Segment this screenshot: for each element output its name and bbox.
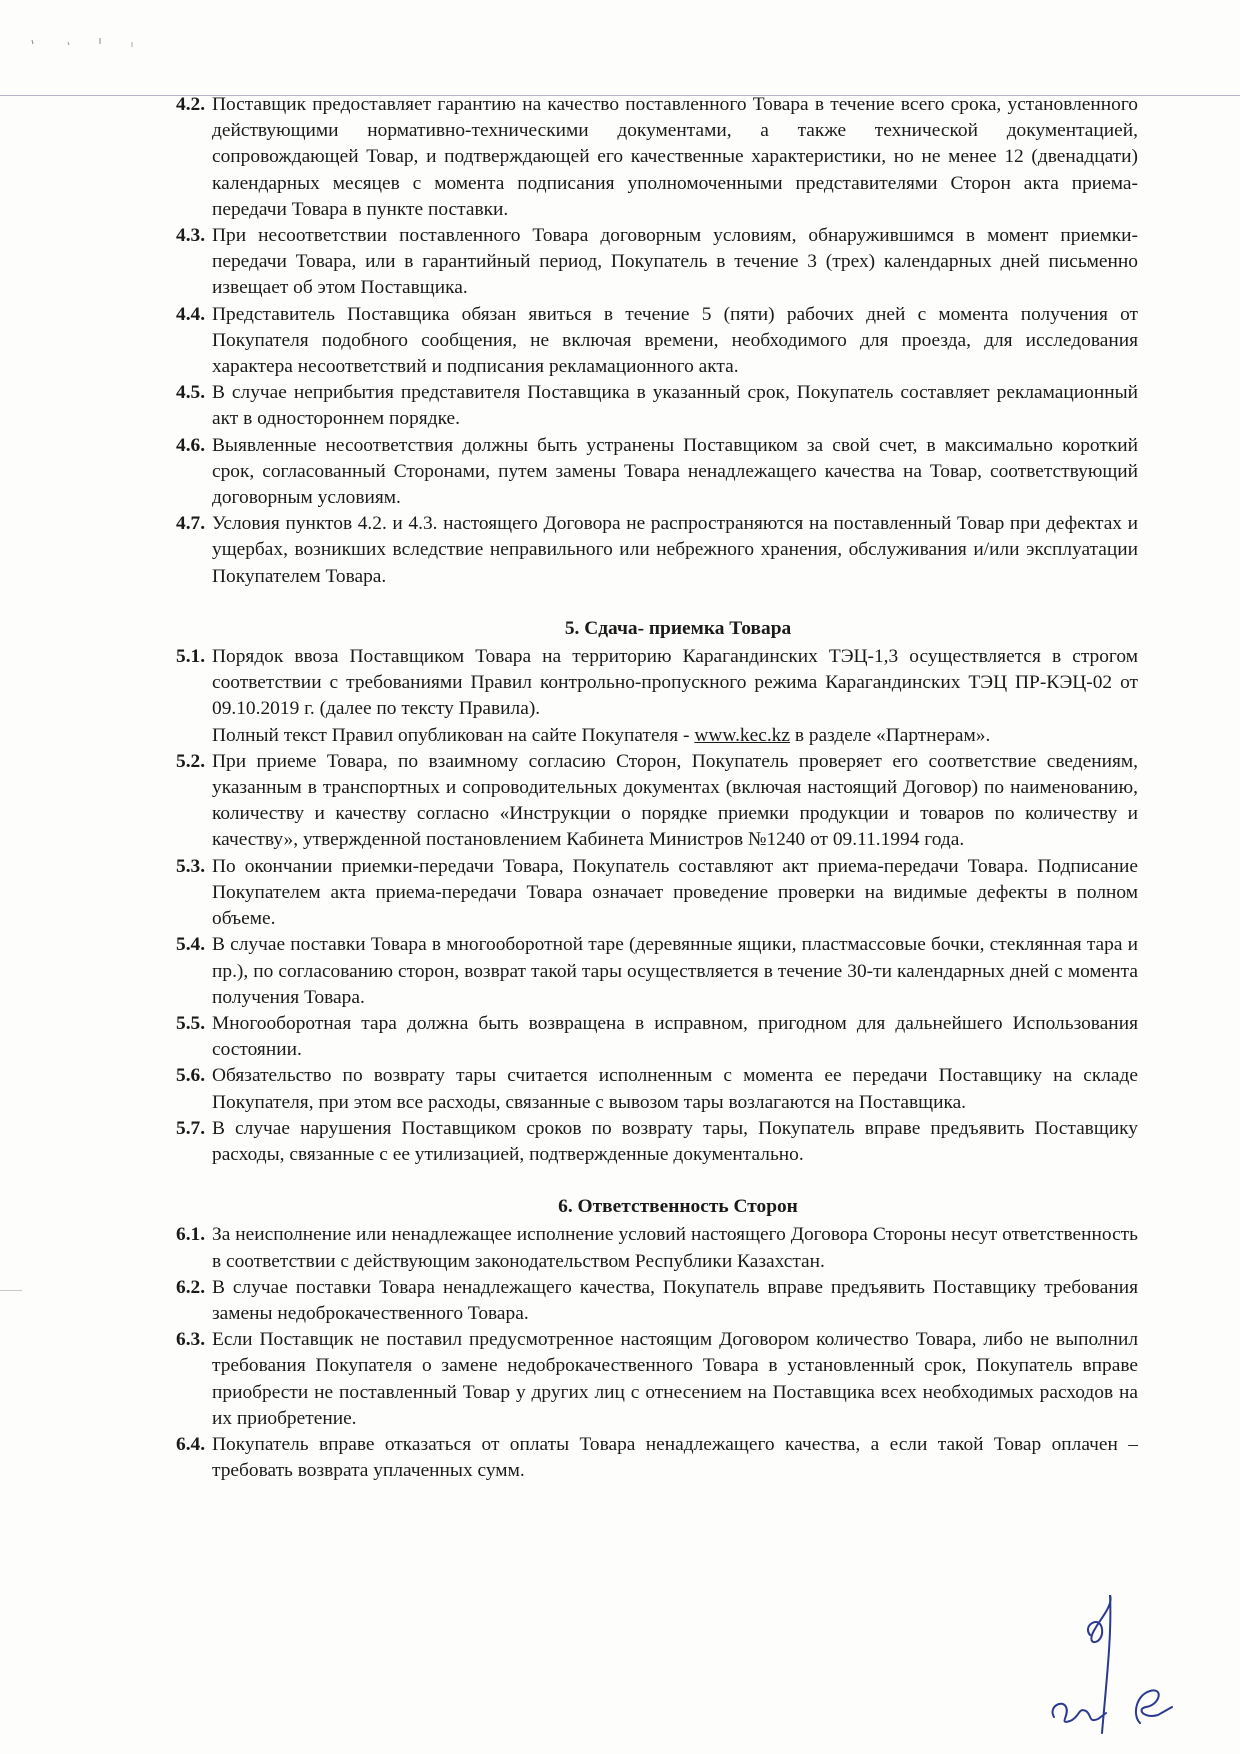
clause-number: 4.5. [176,382,206,404]
clause-number: 6.4. [176,1433,206,1455]
clause-text: Многооборотная тара должна быть возвращена в исправном, пригодном для дальнейшего Использования состоянии. [212,1012,1138,1061]
scan-marks [28,30,148,50]
section-5-clauses [178,644,1138,1168]
section-5-title: 5. Сдача- приемка Товара [564,617,792,639]
website-link[interactable]: www.kec.kz [694,724,790,746]
clause-5-4 [178,932,1138,1011]
clause-4-4 [178,302,1138,381]
clause-5-2 [178,749,1138,854]
clause-text: При приеме Товара, по взаимному согласию Сторон, Покупатель проверяет его соответствие сведениям, указанным в транспортных и сопроводительных документах (включая настоящий Договор) по наименованию, количеству и качеству согласно «Инструкции о порядке приемки продукции и товаров по количеству и качеству», утвержденной постановлением Кабинета Министров №1240 от 09.11.1994 года. [212,750,1138,851]
clause-number: 4.4. [176,303,206,325]
clause-text: За неисполнение или ненадлежащее исполнение условий настоящего Договора Стороны несут ответственность в соответствии с действующим законодательством Республики Казахстан. [212,1224,1138,1272]
clause-number: 5.7. [176,1117,206,1139]
clause-text: По окончании приемки-передачи Товара, Покупатель составляют акт приема-передачи Товара. Подписание Покупателем акта приема-передачи Товара означает проведение проверки на видимые дефекты в полном объеме. [212,855,1138,930]
clause-5-5 [178,1011,1138,1063]
section-4-clauses [178,92,1138,590]
rules-note: Полный текст Правил опубликован на сайте Покупателя - [212,724,695,746]
clause-text: В случае нарушения Поставщиком сроков по возврату тары, Покупатель вправе предъявить Поставщику расходы, связанные с ее утилизацией, подтвержденные документально. [212,1117,1138,1165]
clause-5-1 [178,644,1138,749]
clause-number: 5.1. [176,646,206,668]
clause-number: 6.2. [176,1276,206,1298]
section-6-clauses [178,1222,1138,1484]
clause-number: 6.3. [176,1329,206,1351]
handwritten-signature [1040,1595,1190,1735]
clause-4-3 [178,223,1138,302]
clause-5-6 [178,1063,1138,1115]
clause-number: 4.6. [176,434,206,456]
clause-6-4 [178,1432,1138,1484]
clause-number: 5.5. [176,1012,206,1034]
clause-text: Поставщик предоставляет гарантию на качество поставленного Товара в течение всего срока, установленного действующими нормативно-техническими документами, а также технической документацией, сопровождающей Товар, и подтверждающей его качественные характеристики, но не менее 12 (двенадцати) календарных месяцев с момента подписания уполномоченными представителями Сторон акта приема-передачи Товара в пункте поставки. [212,94,1138,220]
clause-6-3 [178,1327,1138,1432]
clause-number: 5.4. [176,934,206,956]
clause-text: Обязательство по возврату тары считается исполненным с момента ее передачи Поставщику на складе Покупателя, при этом все расходы, связанные с вывозом тары возлагаются на Поставщика. [212,1065,1138,1113]
clause-text: Если Поставщик не поставил предусмотренное настоящим Договором количество Товара, либо не выполнил требования Покупателя о замене недоброкачественного Товара в установленный срок, Покупатель вправе приобрести не поставленный Товар у других лиц с отнесением на Поставщика всех необходимых расходов на их приобретение. [212,1329,1138,1429]
clause-5-3 [178,854,1138,933]
clause-6-1 [178,1222,1138,1274]
clause-text: Покупатель вправе отказаться от оплаты Товара ненадлежащего качества, а если такой Товар оплачен – требовать возврата уплаченных сумм. [212,1433,1138,1482]
clause-number: 6.1. [176,1224,206,1246]
clause-text: Выявленные несоответствия должны быть устранены Поставщиком за свой счет, в максимально короткий срок, согласованный Сторонами, путем замены Товара ненадлежащего качества на Товар, соответствующий договорным условиям. [212,434,1138,509]
clause-4-2 [178,92,1138,223]
clause-4-7 [178,511,1138,590]
clause-text: Порядок ввоза Поставщиком Товара на территорию Карагандинских ТЭЦ-1,3 осуществляется в строгом соответствии с требованиями Правил контрольно-пропускного режима Карагандинских ТЭЦ ПР-КЭЦ-02 от 09.10.2019 г. (далее по тексту Правила). [212,646,1138,720]
section-6-title: 6. Ответственность Сторон [558,1196,798,1218]
margin-mark [0,1290,22,1291]
clause-4-5 [178,380,1138,432]
document-body [178,92,1138,1484]
clause-text: При несоответствии поставленного Товара договорным условиям, обнаружившимся в момент приемки-передачи Товара, или в гарантийный период, Покупатель в течение 3 (трех) календарных дней письменно извещает об этом Поставщика. [212,225,1138,299]
clause-number: 4.7. [176,513,206,535]
clause-number: 5.3. [176,855,206,877]
clause-text: Условия пунктов 4.2. и 4.3. настоящего Договора не распространяются на поставленный Товар при дефектах и ущербах, возникших вследствие неправильного или небрежного хранения, обслуживания и/или эксплуатации Покупателем Товара. [212,513,1138,587]
rules-note-end: в разделе «Партнерам». [789,724,991,746]
clause-number: 5.2. [176,750,206,772]
clause-number: 4.2. [176,94,206,115]
clause-5-7 [178,1116,1138,1168]
clause-text: Представитель Поставщика обязан явиться в течение 5 (пяти) рабочих дней с момента получения от Покупателя подобного сообщения, не включая времени, необходимого для проезда, для исследования характера несоответствий и подписания рекламационного акта. [212,303,1138,378]
clause-text: В случае поставки Товара ненадлежащего качества, Покупатель вправе предъявить Поставщику требования замены недоброкачественного Товара. [212,1276,1138,1324]
clause-number: 4.3. [176,225,206,247]
clause-6-2 [178,1275,1138,1327]
clause-text: В случае поставки Товара в многооборотной таре (деревянные ящики, пластмассовые бочки, стеклянная тара и пр.), по согласованию сторон, возврат такой тары осуществляется в течение 30-ти календарных дней с момента получения Товара. [212,934,1138,1008]
clause-text: В случае неприбытия представителя Поставщика в указанный срок, Покупатель составляет рекламационный акт в одностороннем порядке. [212,382,1138,430]
clause-number: 5.6. [176,1065,206,1087]
clause-4-6 [178,433,1138,512]
clause-text-continued [212,723,1138,749]
